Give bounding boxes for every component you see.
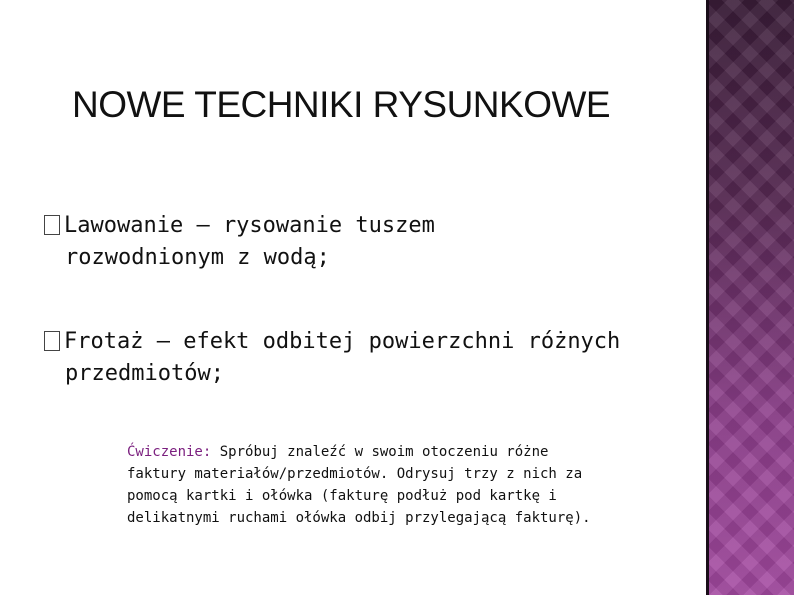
- exercise-label: Ćwiczenie:: [127, 444, 212, 460]
- bullet-box-icon: [44, 215, 60, 235]
- bullet-item: [44, 210, 664, 274]
- exercise-text: Spróbuj znaleźć w swoim otoczeniu różne faktury materiałów/przedmiotów. Odrysuj trzy z nich za pomocą kartki i ołówka (fakturę podłuż pod kartkę i delikatnymi ruchami ołówka odbij przylegającą fakturę).: [127, 444, 591, 526]
- sidebar-divider: [706, 0, 709, 595]
- bullet-item: [44, 326, 664, 390]
- decorative-sidebar: [706, 0, 794, 595]
- bullet-line-1: Frotaż – efekt odbitej powierzchni różnych: [64, 329, 621, 354]
- bullet-line-2: przedmiotów;: [65, 361, 224, 386]
- slide-title: NOWE TECHNIKI RYSUNKOWE: [72, 84, 611, 125]
- bullet-line-2: rozwodnionym z wodą;: [65, 245, 330, 270]
- bullet-box-icon: [44, 331, 60, 351]
- bullet-line-1: Lawowanie – rysowanie tuszem: [64, 213, 435, 238]
- exercise-note: [127, 441, 607, 529]
